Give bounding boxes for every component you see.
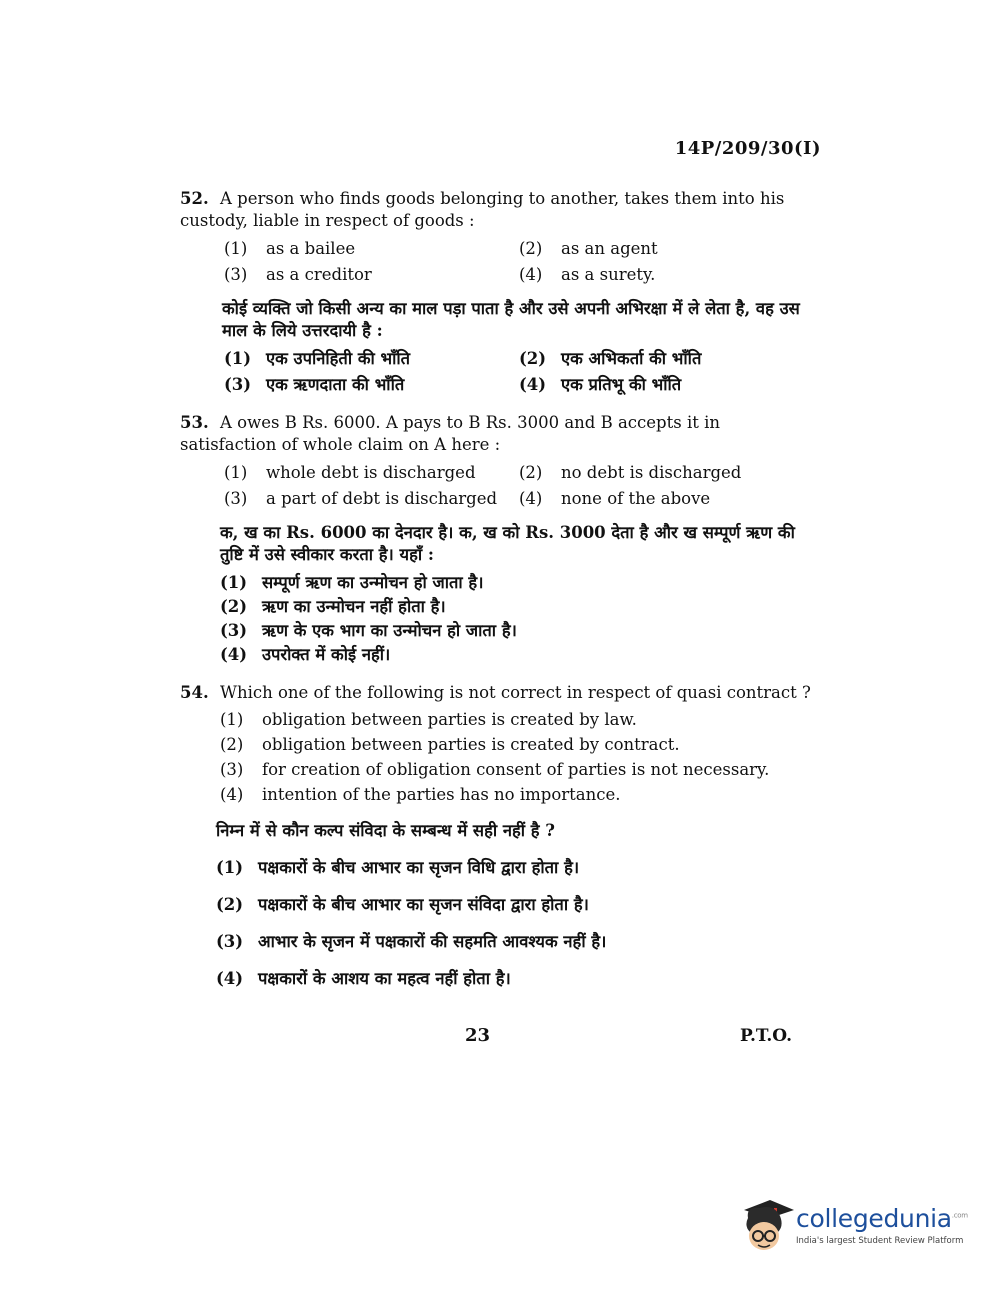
option-1: (1) obligation between parties is created by law. [220, 710, 637, 729]
hindi-options [216, 850, 820, 996]
option-3: (3) a part of debt is discharged [224, 489, 498, 508]
option-4: (4) as a surety. [519, 265, 656, 284]
hindi-option-3: (3) एक ऋणदाता की भाँति [224, 375, 405, 394]
question-53 [180, 412, 820, 668]
brand-name: collegedunia$^{.com}$ [796, 1204, 968, 1233]
question-text: A person who finds goods belonging to another, takes them into his custody, liable in respect of goods : [180, 189, 785, 230]
options [224, 238, 820, 286]
pto-label: P.T.O. [740, 1026, 792, 1046]
option-3: (3) as a creditor [224, 265, 372, 284]
hindi-option-2: (2) पक्षकारों के बीच आभार का सृजन संविदा द्वारा होता है। [216, 895, 589, 914]
hindi-option-4: (4) उपरोक्त में कोई नहीं। [220, 645, 391, 664]
option-3: (3) for creation of obligation consent of parties is not necessary. [220, 760, 770, 779]
hindi-question-text: निम्न में से कौन कल्प संविदा के सम्बन्ध में सही नहीं है ? [216, 821, 555, 840]
option-4: (4) none of the above [519, 489, 711, 508]
hindi-option-1: (1) सम्पूर्ण ऋण का उन्मोचन हो जाता है। [220, 573, 484, 592]
question-text: A owes B Rs. 6000. A pays to B Rs. 3000 and B accepts it in satisfaction of whole claim on A here : [180, 413, 721, 454]
option-1: (1) as a bailee [224, 239, 356, 258]
page-number: 23 [465, 1025, 491, 1046]
hindi-options [224, 348, 820, 396]
hindi-question-text: क, ख का Rs. 6000 का देनदार है। क, ख को Rs. 3000 देता है और ख सम्पूर्ण ऋण की तुष्टि में उसे स्वीकार करता है। यहाँ : [220, 523, 795, 564]
question-number: 52. [180, 189, 209, 208]
hindi-option-3: (3) आभार के सृजन में पक्षकारों की सहमति आवश्यक नहीं है। [216, 932, 607, 951]
hindi-options [220, 572, 820, 666]
option-1: (1) whole debt is discharged [224, 463, 476, 482]
hindi-option-1: (1) एक उपनिहिती की भाँति [224, 349, 411, 368]
option-2: (2) obligation between parties is created by contract. [220, 735, 680, 754]
option-2: (2) as an agent [519, 239, 658, 258]
hindi-question-text: कोई व्यक्ति जो किसी अन्य का माल पड़ा पाता है और उसे अपनी अभिरक्षा में ले लेता है, वह उस माल के लिये उत्तरदायी है : [222, 299, 800, 340]
question-54 [180, 682, 820, 998]
hindi-option-4: (4) एक प्रतिभू की भाँति [519, 375, 682, 394]
hindi-option-1: (1) पक्षकारों के बीच आभार का सृजन विधि द्वारा होता है। [216, 858, 580, 877]
paper-code: 14P/209/30(I) [674, 138, 821, 159]
brand-tagline: India's largest Student Review Platform [796, 1236, 964, 1246]
hindi-option-2: (2) एक अभिकर्ता की भाँति [519, 349, 702, 368]
collegedunia-logo [740, 1196, 968, 1260]
option-4: (4) intention of the parties has no importance. [220, 785, 621, 804]
options [220, 709, 820, 806]
hindi-option-2: (2) ऋण का उन्मोचन नहीं होता है। [220, 597, 446, 616]
question-number: 53. [180, 413, 209, 432]
mascot-icon [740, 1196, 794, 1256]
question-number: 54. [180, 683, 209, 702]
hindi-option-4: (4) पक्षकारों के आशय का महत्व नहीं होता है। [216, 969, 511, 988]
question-52 [180, 188, 820, 396]
options [224, 462, 820, 510]
hindi-option-3: (3) ऋण के एक भाग का उन्मोचन हो जाता है। [220, 621, 517, 640]
question-text: Which one of the following is not correct in respect of quasi contract ? [220, 683, 811, 702]
option-2: (2) no debt is discharged [519, 463, 742, 482]
